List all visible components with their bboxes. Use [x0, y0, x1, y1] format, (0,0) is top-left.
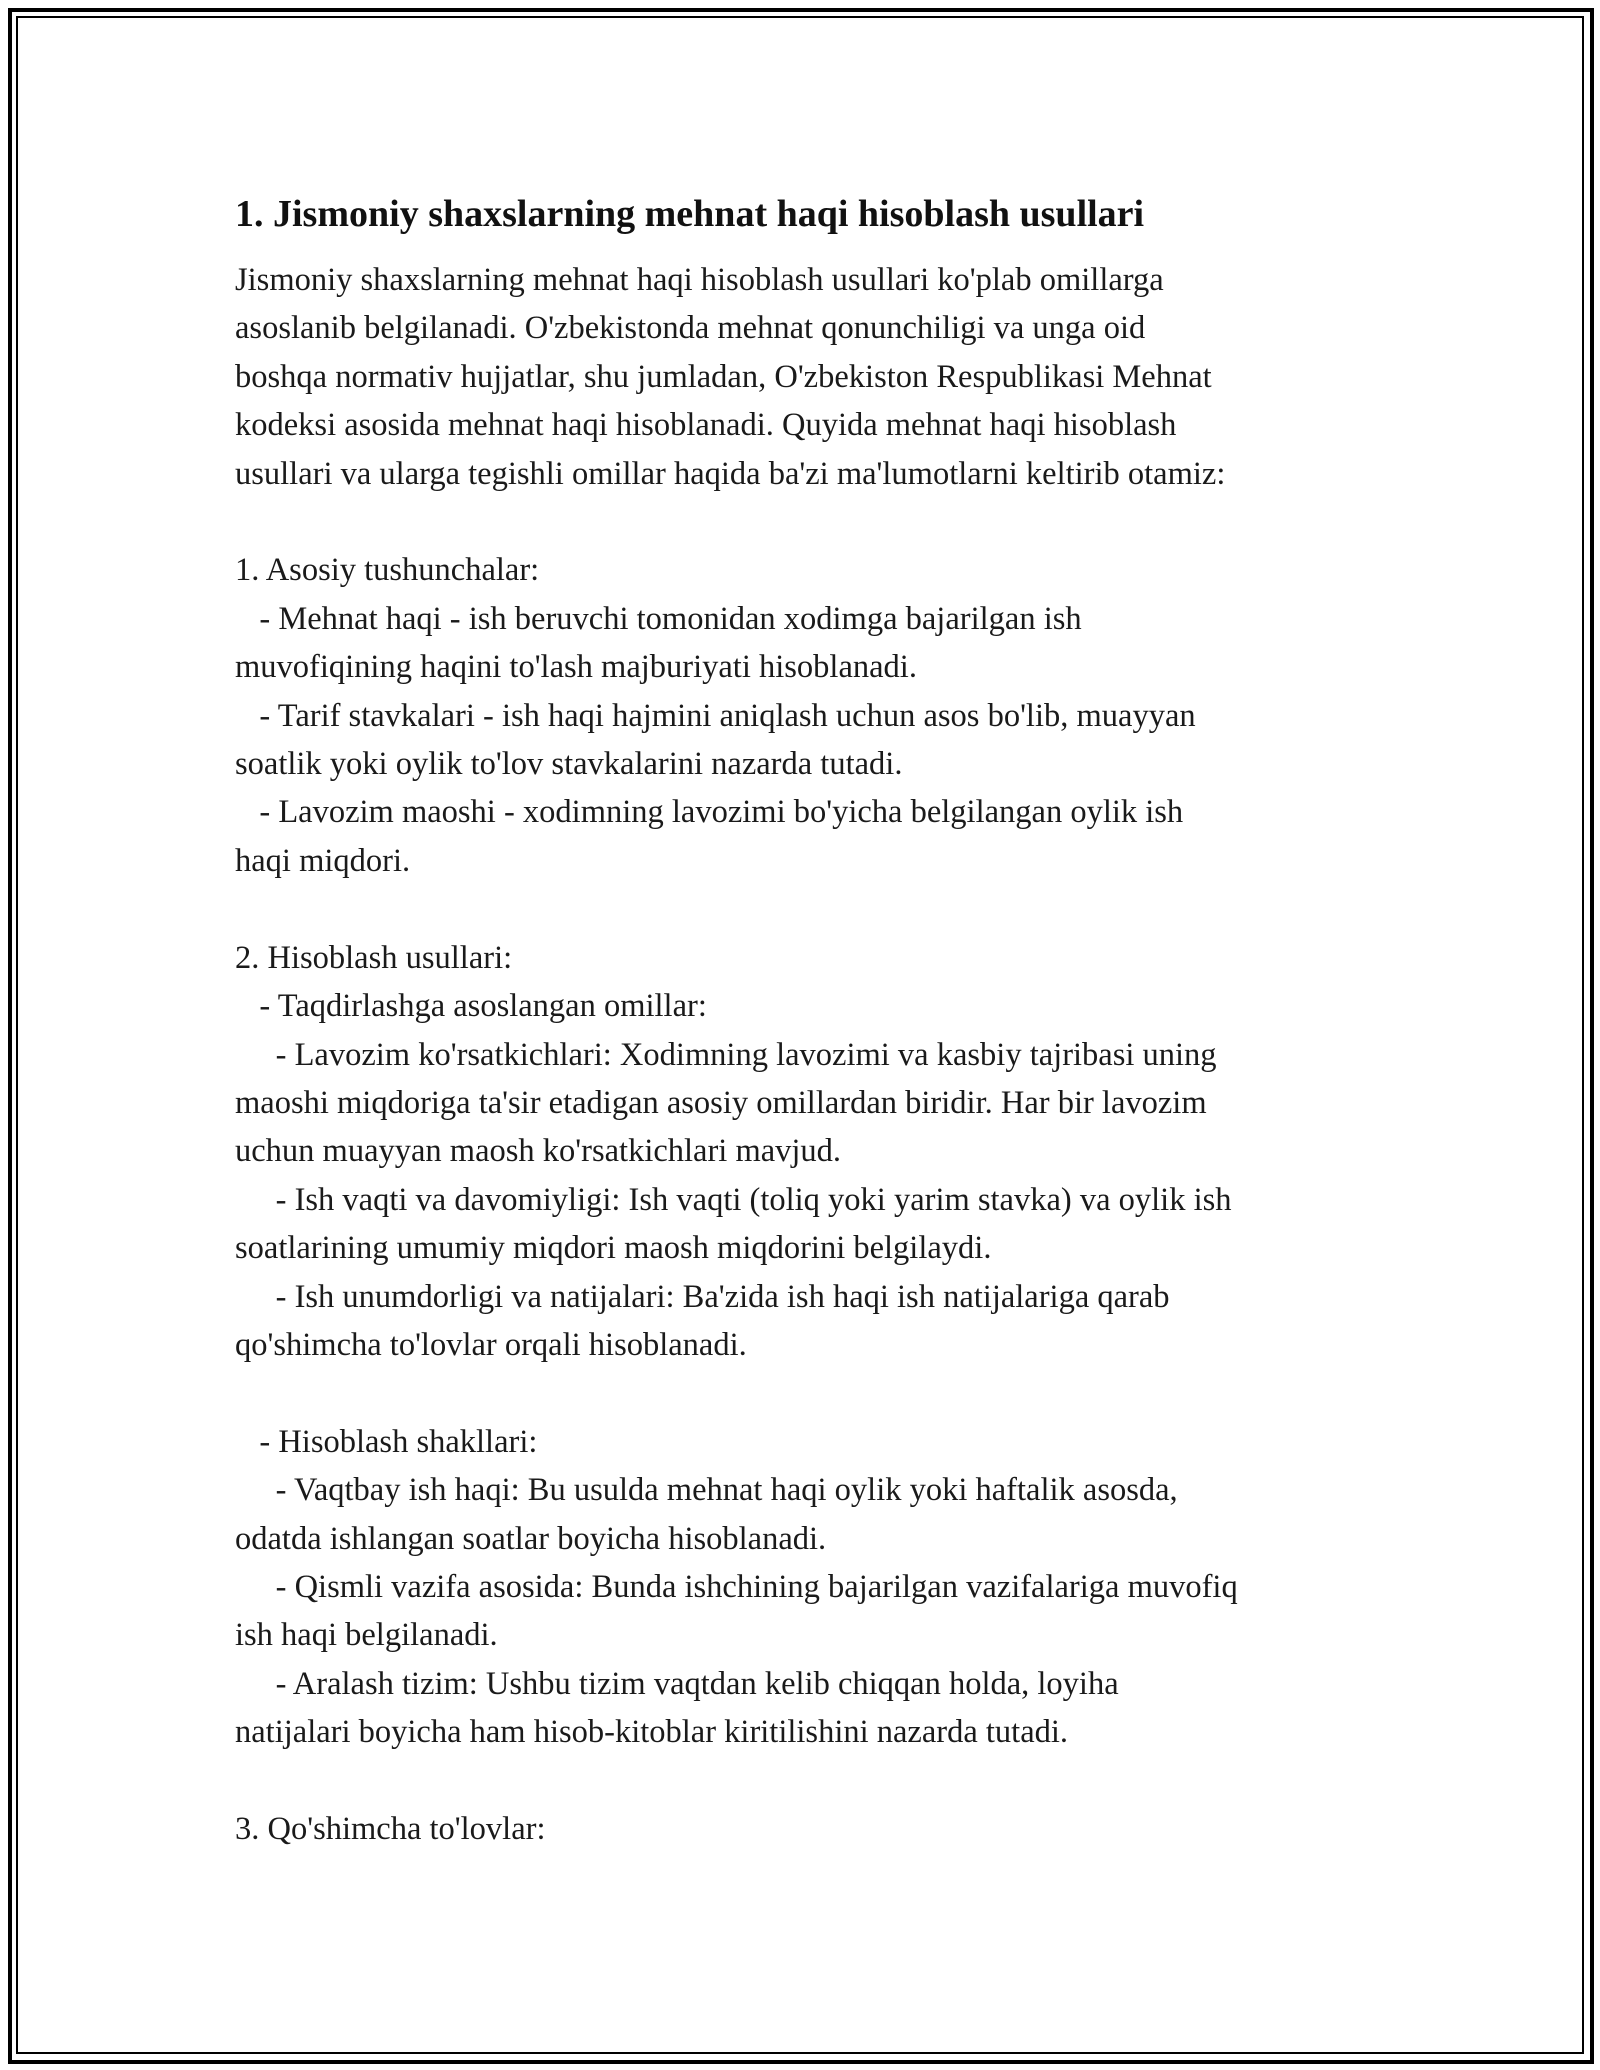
body-text: Jismoniy shaxslarning mehnat haqi hisoblash usullari ko'plab omillarga asoslanib belgilanadi. O'zbekistonda mehnat qonunchiligi va unga oid boshqa normativ hujjatlar, shu jumladan, O'zbekiston Respublikasi Mehnat kodeksi asosida mehnat haqi hisoblanadi. Quyida mehnat haqi hisoblash usullari va ularga tegishli omillar haqida ba'zi ma'lumotlarni keltirib otamiz: 1. Asosiy tushunchalar: - Mehnat haqi - ish beruvchi tomonidan xodimga bajarilgan ish muvofiqining haqini to'lash majburiyati hisoblanadi. - Tarif stavkalari - ish haqi hajmini aniqlash uchun asos bo'lib, muayyan soatlik yoki oylik to'lov stavkalarini nazarda tutadi. - Lavozim maoshi - xodimning lavozimi bo'yicha belgilangan oylik ish haqi miqdori. 2. Hisoblash usullari: - Taqdirlashga asoslangan omillar: - Lavozim ko'rsatkichlari: Xodimning lavozimi va kasbiy tajribasi uning maoshi miqdoriga ta'sir etadigan asosiy omillardan biridir. Har bir lavozim uchun muayyan maosh ko'rsatkichlari mavjud. - Ish vaqti va davomiyligi: Ish vaqti (toliq yoki yarim stavka) va oylik ish soatlarining umumiy miqdori maosh miqdorini belgilaydi. - Ish unumdorligi va natijalari: Ba'zida ish haqi ish natijalariga qarab qo'shimcha to'lovlar orqali hisoblanadi. - Hisoblash shakllari: - Vaqtbay ish haqi: Bu usulda mehnat haqi oylik yoki haftalik asosda, odatda ishlangan soatlar boyicha hisoblanadi. - Qismli vazifa asosida: Bunda ishchining bajarilgan vazifalariga muvofiq ish haqi belgilanadi. - Aralash tizim: Ushbu tizim vaqtdan kelib chiqqan holda, loyiha natijalari boyicha ham hisob-kitoblar kiritilishini nazarda tutadi. 3. Qo'shimcha to'lovlar:	[235, 262, 1238, 1847]
document-content	[235, 188, 1385, 1853]
section-heading: 1. Jismoniy shaxslarning mehnat haqi hisoblash usullari	[235, 193, 1145, 235]
